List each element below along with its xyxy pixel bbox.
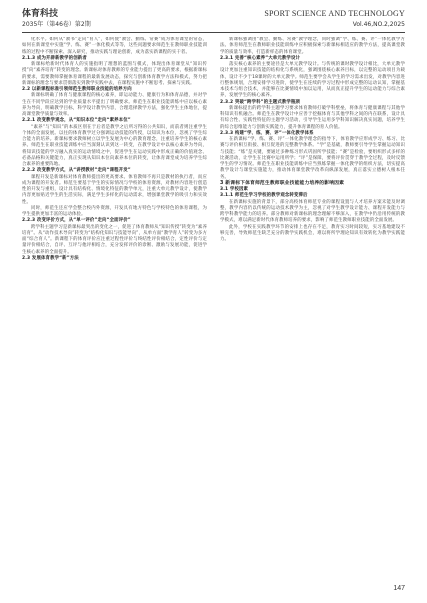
paragraph: 化水平。如何从“教书”走向“育人”，如何使“教会、勤练、常赛”成为体育课堂的常态，如何在新课堂中实施“学、练、赛”一体化模式等等，这些问题要求师范生在教师职业技能训练的过程中不断探索、深入研究，推动实践与理论创新，成为落实新课程的实干者。 [22,37,207,55]
journal-title-cn: 体育科技 [22,9,59,19]
subsection-heading: 2.2 以新课程标准引领师范生教师职业技能的培养方向 [22,87,132,92]
header-top-row [22,8,405,20]
paragraph: 新课标强调由“教会、勤练、常赛”教学理念，同时强调“学、练、赛、评”一体化教学方法。体育师范生在教师职业技能训练中应积极探索与新课标相适应的教学方法，提高课堂教学的质量与效率，打造新样态的体育课堂。 [220,37,405,55]
subsection-heading: 2.3.1 完善“核心素养”大单元教学设计 [220,55,301,61]
subsection-heading: 2.3 发展体育教学“新”方法 [22,255,79,261]
header-issue-row [22,20,405,30]
paragraph: 同时，师范生还应学会整合校内外资源，开发具有地方特色与学校特色的体育课程，为学生提供更加丰富的运动体验。 [22,205,207,217]
subsection-heading: 2.1.3 成为开辟新教学的创新者 [22,55,87,61]
paragraph: “素养”与“知识”的本质区别在于后者是教学之后所习得的公共知识，而前者则注重学生个体的全面发展。以往的体育教学过分强调运动技能的传授，以知识为本位，忽视了学生综合能力的培养。新课标要求教师树立以学生发展为中心的教育理念，注重培养学生的核心素养。师范生在职业技能训练中应当深刻认识到这一转变，在教学设计中以核心素养为导向，将知识技能的学习融入真实的运动情境之中，促进学生在运动实践中形成正确的价值观念、必备品格和关键能力，真正实现从知识本位向素养本位的转变，让体育课堂成为培养学生综合素养的重要阵地。 [22,124,207,167]
paragraph: 在新课标“学、练、赛、评”一体化教学理念的指导下，体育教学应形成学习、练习、比赛与评价相互衔接、相互促进的完整教学体系。“学”是基础，教师要引导学生掌握运动知识与技能；“练”是关键，要通过多种练习形式巩固所学技能；“赛”是检验，要组织形式多样的比赛活动，让学生在比赛中运用所学；“评”是保障，要将评价贯穿于教学全过程，及时反馈学生的学习情况。师范生在职业技能训练中应当熟练掌握一体化教学的组织方法，切实提高教学设计与课堂实施能力，推动体育课堂教学改革向纵深发展，真正落实立德树人根本任务。 [220,137,405,180]
subsection-heading: 2.3.3 构建“学、练、赛、评”一体化教学体系 [220,130,314,136]
issue-info-cn: 2035年（第46卷）第2期 [22,21,91,28]
journal-title-en: SPORT SCIENCE AND TECHNOLOGY [264,9,405,18]
page-number: 147 [393,585,405,592]
paragraph: 新课标提出的跨学科主题学习要求体育教师打破学科壁垒，将体育与健康课程与其他学科知识有机融合。师范生在教学设计中应善于挖掘体育与其他学科之间的内在联系，设计具有综合性、实践性特征的主题学习活动，引导学生运用多学科知识解决真实问题，培养学生的综合思维能力与创新实践能力，提升体育课程的育人价值。 [220,105,405,130]
subsection-heading: 2.3.2 突破“跨学科”的主题式教学瓶颈 [220,99,301,105]
paragraph: 课程开发是新课标对体育教师提出的更高要求。体育教师不再只是教材的执行者，而应成为课程的开发者。师范生要基于学生的实际情况与学校的体育资源，对教材内容进行创造性的开发与重组，设计具有结构化、情境化特征的教学单元，注重大单元教学设计，使教学内容更加贴近学生的生活实际，满足学生多样化的运动需求，增强课堂教学的吸引力和实效性。 [22,174,207,205]
issue-info-en: Vol.46,NO.2,2025 [352,21,405,28]
paragraph: 落实核心素养的主要途径是大单元教学设计。与传统的课时教学设计相比，大单元教学设计更加注重知识技能的结构化与系统化，强调围绕核心素养目标，以完整的运动项目为载体，设计不少于18课时的大单元教学。师范生要学会从学生的学习需求出发，对教学内容进行整体规划，合理安排学习进阶，使学生在连续的学习过程中形成完整的运动认知，掌握基本技术与组合技术，并能够在比赛情境中加以运用，从而真正提升学生的运动能力与综合素养，发展学生的核心素养。 [220,62,405,99]
right-column [220,37,405,577]
paragraph: 此外，学校在实践教学环节的安排上也存在不足，教育实习时间较短，实习基地建设不够完善，导致师范生缺乏充分的教学实践机会，难以将所学理论知识有效转化为教学实践能力。 [220,224,405,242]
paragraph: 新课标给新时代体育人的实施指明了理想的蓝图与模式，体现出体育课堂从“知识传授”向“素养培育”转变的理念。新课标对体育教师的专业能力提出了更高的要求，根据新课标的要求，需要教师掌握体育课程的最新发展动态，探究与创新体育教学方法和模式，努力把新课标的理念与要求贯彻落实到教学实践中去，在课程实施中不断思考、探索与实践。 [22,62,207,86]
header-rule [22,32,405,33]
paragraph: 新课标明确了体育与健康课程的核心素养，即运动能力、健康行为和体育品德，并对学生在不同学段应达到的学业质量水平提出了明确要求。师范生在职业技能训练中应以核心素养为导向，明确教学目标，科学设计教学内容，合理选择教学方法，强化学生主体地位，提高课堂教学质量与效率。 [22,93,207,117]
subsection-heading: 3.1 学校因素 [220,187,249,192]
subsection-heading: 2.2.2 改变教学方式，从“讲授教材”走向“课程开发” [22,168,131,174]
article-body [22,37,405,577]
left-column [22,37,207,577]
subsection-heading: 2.2.1 改变教学观念，从“知识本位”走向“素养本位” [22,118,131,124]
page-header [22,8,405,33]
subsection-heading: 2.2.3 改变评价方式，从“单一评价”走向“全面评价” [22,218,131,224]
section-heading: 3 新课标下体育师范生教师职业技能能力培养的影响因素 [220,180,345,186]
subsubsection-heading: 3.1.1 师范生学习学校的教学观念转变滞后 [220,193,308,199]
paragraph: 跨学科主题学习是新课标最突出的变化之一，促进了体育教师从“知识传授”转变为“素养培育”。从“动作技术导向”转变为“结构化知识与技能导向”，从单方面“教学育人”转变为多方面“综合育人”。新课程下的体育评价应注重过程性评价与终结性评价相结合，定性评价与定量评价相结合，自评、互评与他评相结合，充分发挥评价的诊断、激励与发展功能，促进学生核心素养的全面提升。 [22,224,207,255]
paragraph: 在新课标实施的背景下，部分高校体育师范专业的课程设置与人才培养方案未能及时调整，教学内容仍以传统的运动技术教学为主，忽视了对学生教学设计能力、课程开发能力与跨学科教学能力的培养。部分教师对新课标的理念理解不够深入，在教学中仍沿用传统的教学模式，难以满足新时代体育教师培养的要求，影响了师范生教师职业技能的全面发展。 [220,199,405,224]
